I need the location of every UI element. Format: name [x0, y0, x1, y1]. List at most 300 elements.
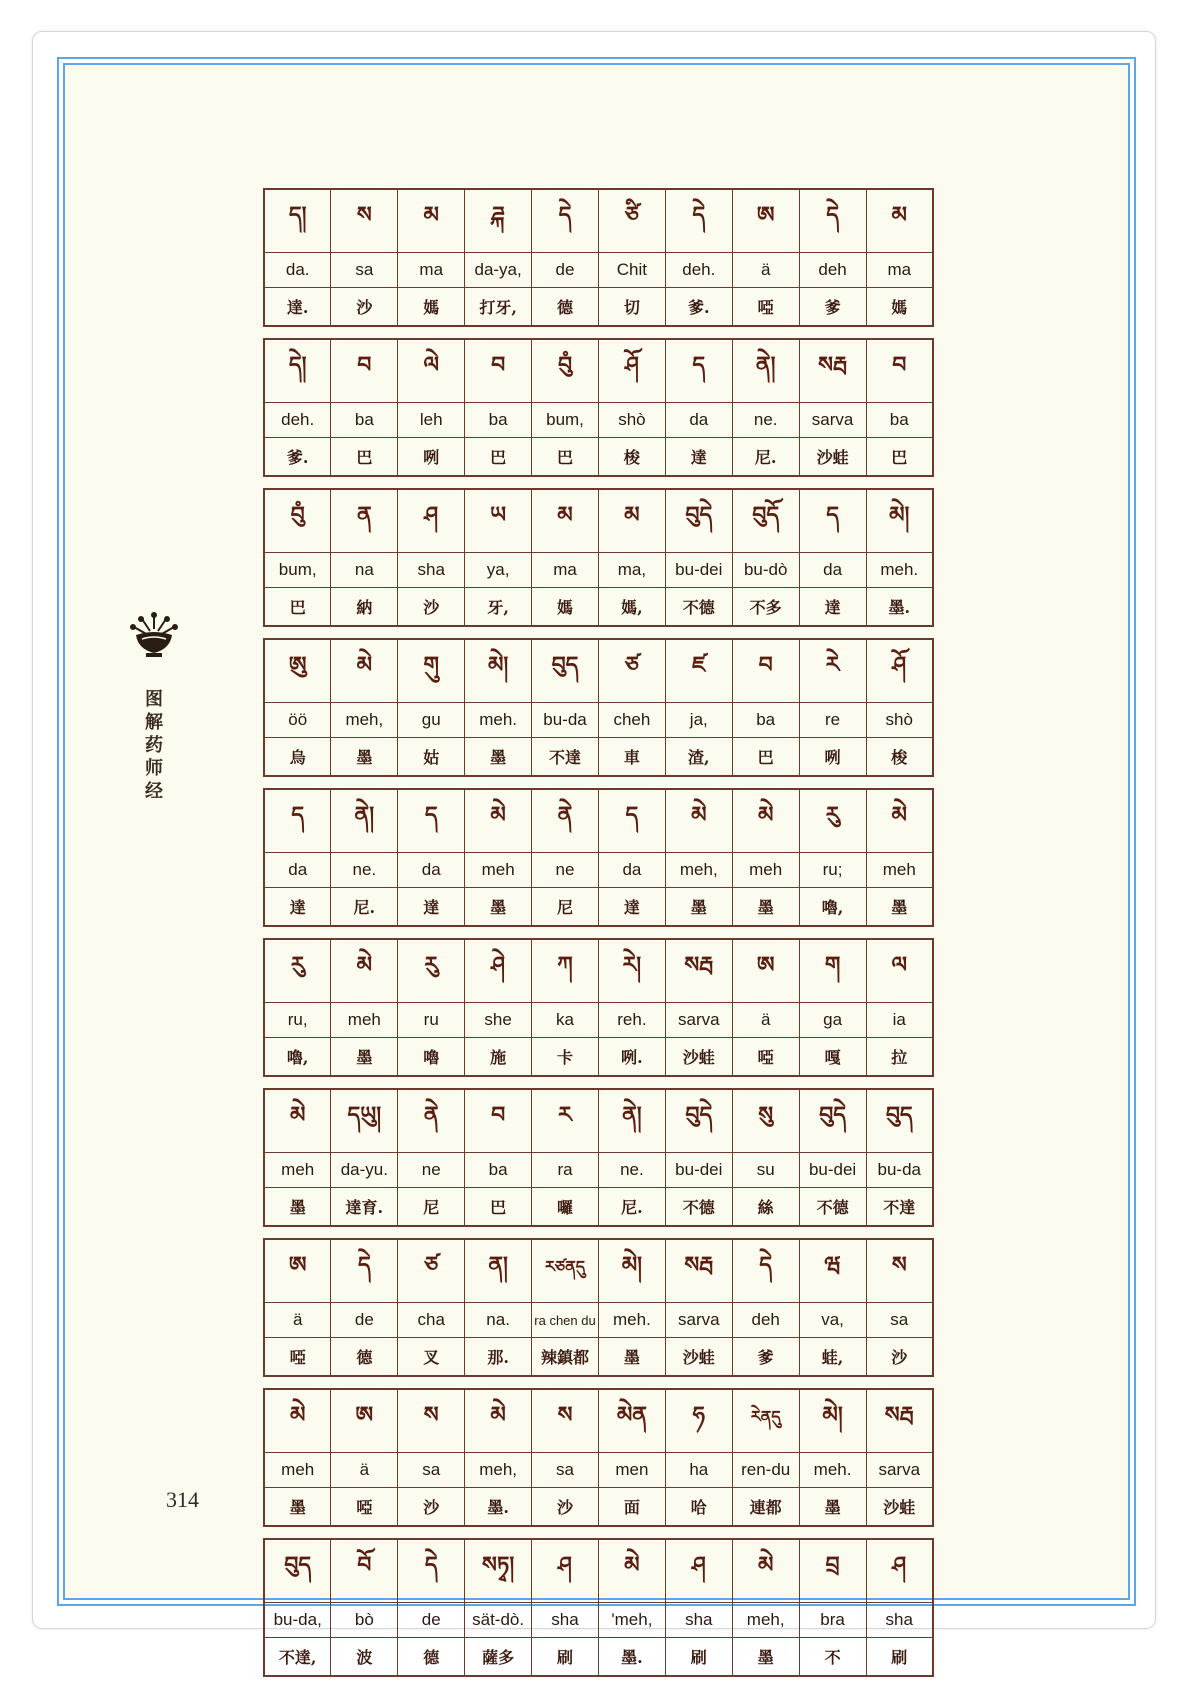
romanization-cell: bu-dei [799, 1153, 866, 1188]
tibetan-syllable-cell: མེ [732, 789, 799, 853]
tibetan-syllable-cell: ས [866, 1239, 933, 1303]
chinese-transcription-cell: 不達 [866, 1188, 933, 1227]
chinese-transcription-cell: 沙蛙 [799, 438, 866, 477]
syllable-table [263, 1088, 934, 1227]
tibetan-syllable-cell: མེ། [799, 1389, 866, 1453]
romanization-cell: Chit [598, 253, 665, 288]
tibetan-syllable-cell: ག [799, 939, 866, 1003]
chinese-transcription-cell: 尼 [398, 1188, 465, 1227]
tibetan-syllable-cell: རུ [398, 939, 465, 1003]
chinese-transcription-cell: 爹 [799, 288, 866, 327]
tibetan-syllable-cell: བ [866, 339, 933, 403]
romanization-cell: ma [398, 253, 465, 288]
tibetan-syllable-cell: ཧ [665, 1389, 732, 1453]
syllable-table [263, 638, 934, 777]
romanization-cell: sa [398, 1453, 465, 1488]
chinese-transcription-cell: 爹 [732, 1338, 799, 1377]
romanization-cell: reh. [598, 1003, 665, 1038]
chinese-transcription-cell: 梭 [866, 738, 933, 777]
table-row [264, 1539, 933, 1603]
romanization-cell: shò [598, 403, 665, 438]
tibetan-syllable-cell: ད [398, 789, 465, 853]
chinese-transcription-cell: 不多 [732, 588, 799, 627]
romanization-cell: sarva [866, 1453, 933, 1488]
tibetan-syllable-cell: ཤོ [866, 639, 933, 703]
romanization-cell: da [799, 553, 866, 588]
side-title-char: 经 [145, 781, 163, 802]
tibetan-syllable-cell: རཙནདུ [532, 1239, 599, 1303]
romanization-cell: meh [264, 1153, 331, 1188]
chinese-transcription-cell: 媽 [398, 288, 465, 327]
tibetan-syllable-cell: མ [866, 189, 933, 253]
chinese-transcription-cell: 巴 [732, 738, 799, 777]
syllable-table [263, 1388, 934, 1527]
chinese-transcription-cell: 哈 [665, 1488, 732, 1527]
tibetan-syllable-cell: ཤ [866, 1539, 933, 1603]
tibetan-syllable-cell: བུདེ [665, 489, 732, 553]
chinese-transcription-cell: 達 [398, 888, 465, 927]
romanization-cell: sarva [665, 1303, 732, 1338]
tibetan-syllable-cell: མེ། [866, 489, 933, 553]
chinese-transcription-cell: 不德 [799, 1188, 866, 1227]
tibetan-syllable-cell: ནེ། [331, 789, 398, 853]
romanization-cell: bra [799, 1603, 866, 1638]
chinese-transcription-cell: 辣鎮都 [532, 1338, 599, 1377]
tibetan-syllable-cell: རེ། [598, 939, 665, 1003]
tibetan-syllable-cell: ད [598, 789, 665, 853]
romanization-cell: ne. [732, 403, 799, 438]
romanization-cell: ga [799, 1003, 866, 1038]
romanization-cell: meh. [866, 553, 933, 588]
chinese-transcription-cell: 巴 [465, 438, 532, 477]
romanization-cell: bu-dò [732, 553, 799, 588]
romanization-cell: shò [866, 703, 933, 738]
chinese-transcription-cell: 墨 [598, 1338, 665, 1377]
tibetan-syllable-cell: བུདེ [799, 1089, 866, 1153]
tibetan-syllable-cell: ཡ [465, 489, 532, 553]
table-row [264, 588, 933, 627]
table-row [264, 438, 933, 477]
romanization-cell: leh [398, 403, 465, 438]
romanization-cell: ra [532, 1153, 599, 1188]
table-row [264, 1603, 933, 1638]
tibetan-syllable-cell: ནེ། [732, 339, 799, 403]
tibetan-syllable-cell: བུད [532, 639, 599, 703]
chinese-transcription-cell: 德 [331, 1338, 398, 1377]
chinese-transcription-cell: 牙, [465, 588, 532, 627]
romanization-cell: ba [331, 403, 398, 438]
chinese-transcription-cell: 嚕 [398, 1038, 465, 1077]
syllable-table [263, 1238, 934, 1377]
romanization-cell: da. [264, 253, 331, 288]
romanization-cell: meh, [665, 853, 732, 888]
lotus-vase-emblem-icon [128, 609, 180, 659]
chinese-transcription-cell: 尼. [331, 888, 398, 927]
tibetan-syllable-cell: བུཾ [264, 489, 331, 553]
syllable-table [263, 188, 934, 327]
tibetan-syllable-cell: བུད [264, 1539, 331, 1603]
tibetan-syllable-cell: བུདེ [665, 1089, 732, 1153]
chinese-transcription-cell: 墨 [866, 888, 933, 927]
romanization-cell: re [799, 703, 866, 738]
chinese-transcription-cell: 尼. [732, 438, 799, 477]
romanization-cell: meh, [465, 1453, 532, 1488]
romanization-cell: ä [732, 1003, 799, 1038]
tibetan-syllable-cell: ནེ། [598, 1089, 665, 1153]
chinese-transcription-cell: 墨 [331, 1038, 398, 1077]
chinese-transcription-cell: 車 [598, 738, 665, 777]
chinese-transcription-cell: 爹. [264, 438, 331, 477]
romanization-cell: meh [264, 1453, 331, 1488]
romanization-cell: ne. [331, 853, 398, 888]
chinese-transcription-cell: 啞 [331, 1488, 398, 1527]
romanization-cell: 'meh, [598, 1603, 665, 1638]
romanization-cell: bu-da [866, 1153, 933, 1188]
chinese-transcription-cell: 墨 [465, 888, 532, 927]
table-row [264, 1638, 933, 1677]
romanization-cell: bu-dei [665, 1153, 732, 1188]
tibetan-syllable-cell: ཤ [665, 1539, 732, 1603]
tibetan-syllable-cell: རུ [799, 789, 866, 853]
chinese-transcription-cell: 那. [465, 1338, 532, 1377]
romanization-cell: men [598, 1453, 665, 1488]
chinese-transcription-cell: 沙蛙 [866, 1488, 933, 1527]
chinese-transcription-cell: 尼 [532, 888, 599, 927]
romanization-cell: ha [665, 1453, 732, 1488]
table-row [264, 288, 933, 327]
tibetan-syllable-cell: སརྦ [665, 939, 732, 1003]
table-row [264, 553, 933, 588]
syllable-table [263, 338, 934, 477]
chinese-transcription-cell: 拉 [866, 1038, 933, 1077]
chinese-transcription-cell: 德 [532, 288, 599, 327]
romanization-cell: ru; [799, 853, 866, 888]
romanization-cell: da-ya, [465, 253, 532, 288]
romanization-cell: ba [465, 1153, 532, 1188]
chinese-transcription-cell: 墨 [732, 888, 799, 927]
tibetan-syllable-cell: རེནདུ [732, 1389, 799, 1453]
romanization-cell: meh, [331, 703, 398, 738]
romanization-cell: deh [732, 1303, 799, 1338]
chinese-transcription-cell: 墨 [732, 1638, 799, 1677]
chinese-transcription-cell: 薩多 [465, 1638, 532, 1677]
tibetan-syllable-cell: ན། [465, 1239, 532, 1303]
tibetan-syllable-cell: ཨ [732, 189, 799, 253]
romanization-cell: ru [398, 1003, 465, 1038]
tibetan-syllable-cell: མེ [264, 1089, 331, 1153]
tibetan-syllable-cell: ཤ [398, 489, 465, 553]
romanization-cell: bum, [532, 403, 599, 438]
tibetan-syllable-cell: ཙི [598, 189, 665, 253]
romanization-cell: meh. [799, 1453, 866, 1488]
chinese-transcription-cell: 墨. [598, 1638, 665, 1677]
tibetan-syllable-cell: ཤེ [465, 939, 532, 1003]
romanization-cell: sa [331, 253, 398, 288]
tibetan-syllable-cell: མེ། [598, 1239, 665, 1303]
tibetan-syllable-cell: ཨ [732, 939, 799, 1003]
romanization-cell: da-yu. [331, 1153, 398, 1188]
table-row [264, 253, 933, 288]
chinese-transcription-cell: 沙 [331, 288, 398, 327]
table-row [264, 1003, 933, 1038]
syllable-table [263, 1538, 934, 1677]
chinese-transcription-cell: 烏 [264, 738, 331, 777]
romanization-cell: na [331, 553, 398, 588]
chinese-transcription-cell: 沙 [866, 1338, 933, 1377]
romanization-cell: ka [532, 1003, 599, 1038]
tibetan-syllable-cell: ཨུ [264, 639, 331, 703]
tibetan-syllable-cell: ས [532, 1389, 599, 1453]
tibetan-syllable-cell: ཙ [398, 1239, 465, 1303]
tibetan-syllable-cell: མེ [264, 1389, 331, 1453]
tibetan-syllable-cell: སརྦ [799, 339, 866, 403]
chinese-transcription-cell: 刷 [532, 1638, 599, 1677]
romanization-cell: sät-dò. [465, 1603, 532, 1638]
romanization-cell: ne [532, 853, 599, 888]
tibetan-syllable-cell: ཤ [532, 1539, 599, 1603]
tibetan-syllable-cell: དཡུ། [331, 1089, 398, 1153]
romanization-cell: bu-da, [264, 1603, 331, 1638]
romanization-cell: bò [331, 1603, 398, 1638]
chinese-transcription-cell: 啞 [264, 1338, 331, 1377]
romanization-cell: su [732, 1153, 799, 1188]
romanization-cell: ma, [598, 553, 665, 588]
romanization-cell: ma [532, 553, 599, 588]
table-row [264, 403, 933, 438]
romanization-cell: cheh [598, 703, 665, 738]
tibetan-syllable-cell: སརྦ [665, 1239, 732, 1303]
table-row [264, 339, 933, 403]
table-row [264, 939, 933, 1003]
romanization-cell: ä [732, 253, 799, 288]
romanization-cell: ren-du [732, 1453, 799, 1488]
tibetan-syllable-cell: རེ [799, 639, 866, 703]
chinese-transcription-cell: 達 [799, 588, 866, 627]
romanization-cell: bu-da [532, 703, 599, 738]
romanization-cell: ya, [465, 553, 532, 588]
chinese-transcription-cell: 不達, [264, 1638, 331, 1677]
chinese-transcription-cell: 巴 [331, 438, 398, 477]
chinese-transcription-cell: 媽 [866, 288, 933, 327]
side-title-char: 药 [145, 735, 163, 756]
chinese-transcription-cell: 沙 [398, 1488, 465, 1527]
tibetan-syllable-cell: མེ [465, 789, 532, 853]
romanization-cell: ba [465, 403, 532, 438]
table-row [264, 703, 933, 738]
tibetan-syllable-cell: དེ [799, 189, 866, 253]
romanization-cell: sha [532, 1603, 599, 1638]
chinese-transcription-cell: 施 [465, 1038, 532, 1077]
tibetan-syllable-cell: ད [665, 339, 732, 403]
table-row [264, 853, 933, 888]
table-row [264, 1188, 933, 1227]
syllable-table [263, 938, 934, 1077]
tibetan-syllable-cell: དེ [398, 1539, 465, 1603]
tibetan-syllable-cell: ཤོ [598, 339, 665, 403]
tibetan-syllable-cell: ནེ [532, 789, 599, 853]
tibetan-syllable-cell: ཌྐ [465, 189, 532, 253]
side-title-char: 图 [145, 689, 163, 710]
tibetan-syllable-cell: མེ། [465, 639, 532, 703]
tibetan-syllable-cell: ཨ [331, 1389, 398, 1453]
romanization-cell: sa [532, 1453, 599, 1488]
tibetan-syllable-cell: ཛ [665, 639, 732, 703]
tibetan-syllable-cell: ཀ [532, 939, 599, 1003]
chinese-transcription-cell: 波 [331, 1638, 398, 1677]
romanization-cell: sha [398, 553, 465, 588]
table-row [264, 789, 933, 853]
tibetan-syllable-cell: ལ [866, 939, 933, 1003]
romanization-cell: meh [331, 1003, 398, 1038]
table-row [264, 888, 933, 927]
side-title-vertical [144, 688, 164, 803]
romanization-cell: cha [398, 1303, 465, 1338]
tibetan-syllable-cell: ཙ [598, 639, 665, 703]
chinese-transcription-cell: 巴 [866, 438, 933, 477]
chinese-transcription-cell: 不德 [665, 588, 732, 627]
table-row [264, 1038, 933, 1077]
chinese-transcription-cell: 爹. [665, 288, 732, 327]
romanization-cell: de [532, 253, 599, 288]
tibetan-syllable-cell: དེ [331, 1239, 398, 1303]
tibetan-syllable-cell: བྲ [799, 1539, 866, 1603]
tibetan-syllable-cell: ལེ [398, 339, 465, 403]
tibetan-syllable-cell: རུ [264, 939, 331, 1003]
table-row [264, 1303, 933, 1338]
table-row [264, 738, 933, 777]
table-row [264, 1453, 933, 1488]
tibetan-syllable-cell: ན [331, 489, 398, 553]
chinese-transcription-cell: 達育. [331, 1188, 398, 1227]
chinese-transcription-cell: 不達 [532, 738, 599, 777]
romanization-cell: de [398, 1603, 465, 1638]
tibetan-syllable-cell: བ [465, 339, 532, 403]
romanization-cell: ru, [264, 1003, 331, 1038]
chinese-transcription-cell: 納 [331, 588, 398, 627]
chinese-transcription-cell: 梭 [598, 438, 665, 477]
romanization-cell: she [465, 1003, 532, 1038]
chinese-transcription-cell: 沙蛙 [665, 1038, 732, 1077]
syllable-table [263, 488, 934, 627]
romanization-cell: deh. [264, 403, 331, 438]
tibetan-syllable-cell: གུ [398, 639, 465, 703]
page-number: 314 [166, 1487, 199, 1512]
tibetan-syllable-cell: ས [398, 1389, 465, 1453]
romanization-cell: meh. [465, 703, 532, 738]
chinese-transcription-cell: 巴 [532, 438, 599, 477]
romanization-cell: sha [665, 1603, 732, 1638]
chinese-transcription-cell: 卡 [532, 1038, 599, 1077]
romanization-cell: ä [331, 1453, 398, 1488]
romanization-cell: ba [732, 703, 799, 738]
tibetan-syllable-cell: བུད [866, 1089, 933, 1153]
syllable-tables [263, 188, 934, 1688]
chinese-transcription-cell: 墨 [331, 738, 398, 777]
chinese-transcription-cell: 咧 [799, 738, 866, 777]
tibetan-syllable-cell: སརྦ [866, 1389, 933, 1453]
tibetan-syllable-cell: མ [598, 489, 665, 553]
romanization-cell: ne. [598, 1153, 665, 1188]
chinese-transcription-cell: 墨 [665, 888, 732, 927]
chinese-transcription-cell: 面 [598, 1488, 665, 1527]
tibetan-syllable-cell: ར [532, 1089, 599, 1153]
romanization-cell: deh. [665, 253, 732, 288]
chinese-transcription-cell: 墨. [866, 588, 933, 627]
romanization-cell: öö [264, 703, 331, 738]
tibetan-syllable-cell: མ [398, 189, 465, 253]
chinese-transcription-cell: 蛙, [799, 1338, 866, 1377]
tibetan-syllable-cell: དེ [532, 189, 599, 253]
tibetan-syllable-cell: ད [799, 489, 866, 553]
romanization-cell: meh. [598, 1303, 665, 1338]
romanization-cell: va, [799, 1303, 866, 1338]
tibetan-syllable-cell: མེ [866, 789, 933, 853]
tibetan-syllable-cell: སུ [732, 1089, 799, 1153]
chinese-transcription-cell: 打牙, [465, 288, 532, 327]
romanization-cell: meh [866, 853, 933, 888]
tibetan-syllable-cell: དེ [732, 1239, 799, 1303]
table-row [264, 1239, 933, 1303]
tibetan-syllable-cell: མེ [331, 939, 398, 1003]
tibetan-syllable-cell: མེ [665, 789, 732, 853]
romanization-cell: da [264, 853, 331, 888]
chinese-transcription-cell: 啞 [732, 288, 799, 327]
romanization-cell: bu-dei [665, 553, 732, 588]
chinese-transcription-cell: 不 [799, 1638, 866, 1677]
syllable-table [263, 788, 934, 927]
chinese-transcription-cell: 墨 [799, 1488, 866, 1527]
chinese-transcription-cell: 刷 [866, 1638, 933, 1677]
tibetan-syllable-cell: བོ [331, 1539, 398, 1603]
chinese-transcription-cell: 達. [264, 288, 331, 327]
chinese-transcription-cell: 叉 [398, 1338, 465, 1377]
tibetan-syllable-cell: མེ [465, 1389, 532, 1453]
romanization-cell: ma [866, 253, 933, 288]
table-row [264, 1338, 933, 1377]
romanization-cell: bum, [264, 553, 331, 588]
romanization-cell: meh [465, 853, 532, 888]
table-row [264, 639, 933, 703]
chinese-transcription-cell: 達 [598, 888, 665, 927]
tibetan-syllable-cell: མེ [598, 1539, 665, 1603]
chinese-transcription-cell: 沙 [398, 588, 465, 627]
chinese-transcription-cell: 嚕, [264, 1038, 331, 1077]
tibetan-syllable-cell: དེ [665, 189, 732, 253]
tibetan-syllable-cell: སཏྭ། [465, 1539, 532, 1603]
chinese-transcription-cell: 啞 [732, 1038, 799, 1077]
chinese-transcription-cell: 達 [665, 438, 732, 477]
tibetan-syllable-cell: ས [331, 189, 398, 253]
table-row [264, 1389, 933, 1453]
tibetan-syllable-cell: ཝ [799, 1239, 866, 1303]
chinese-transcription-cell: 沙蛙 [665, 1338, 732, 1377]
romanization-cell: sa [866, 1303, 933, 1338]
tibetan-syllable-cell: ད། [264, 189, 331, 253]
chinese-transcription-cell: 沙 [532, 1488, 599, 1527]
chinese-transcription-cell: 達 [264, 888, 331, 927]
romanization-cell: da [398, 853, 465, 888]
romanization-cell: deh [799, 253, 866, 288]
tibetan-syllable-cell: མ [532, 489, 599, 553]
romanization-cell: ja, [665, 703, 732, 738]
romanization-cell: meh [732, 853, 799, 888]
tibetan-syllable-cell: མེན [598, 1389, 665, 1453]
tibetan-syllable-cell: བ [465, 1089, 532, 1153]
chinese-transcription-cell: 媽 [532, 588, 599, 627]
table-row [264, 189, 933, 253]
romanization-cell: na. [465, 1303, 532, 1338]
chinese-transcription-cell: 墨 [264, 1188, 331, 1227]
